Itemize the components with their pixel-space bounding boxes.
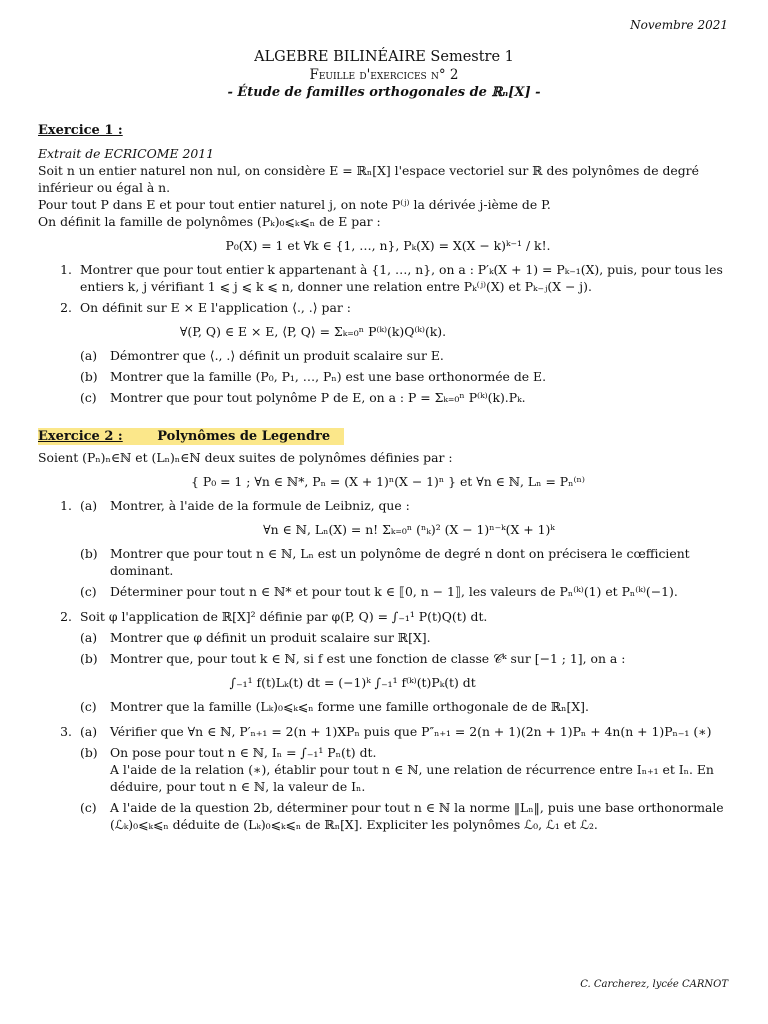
exercise-1-intro-3: On définit la famille de polynômes (Pₖ)₀⩽ₖ⩽ₙ de E par : [38,214,381,229]
subquestion-label: (c) [80,584,97,599]
question-text: Montrer que pour tout entier k appartenant à {1, …, n}, on a : P′ₖ(X + 1) = Pₖ₋₁(X), puis, pour tous les entiers k, j vérifiant 1 ⩽ j ⩽ k ⩽ n, donner une relation entre Pₖ⁽ʲ⁾(X) et Pₖ₋ⱼ(X − j). [80,262,723,294]
subquestion-text: Montrer que, pour tout k ∈ ℕ, si f est une fonction de classe 𝒞ᵏ sur [−1 ; 1], on a : [110,651,626,666]
title-line-2: Feuille d'exercices n° 2 [309,67,459,83]
exercise-2-question-2a [80,629,625,646]
exercise-1-definition-equation: P₀(X) = 1 et ∀k ∈ {1, …, n}, Pₖ(X) = X(X − k)ᵏ⁻¹ / k!. [225,238,551,253]
subquestion-text: Vérifier que ∀n ∈ ℕ, P′ₙ₊₁ = 2(n + 1)XPₙ puis que P″ₙ₊₁ = 2(n + 1)(2n + 1)Pₙ + 4n(n + 1)Pₙ₋₁ (∗) [110,724,712,739]
question-number: 3. [60,724,72,739]
subquestion-label: (a) [80,724,98,739]
subquestion-text: Montrer que la famille (P₀, P₁, …, Pₙ) est une base orthonormée de E. [110,369,547,384]
subquestion-label: (b) [80,651,98,666]
exercise-2-question-3b [80,744,738,795]
subquestion-label: (b) [80,546,98,561]
subquestion-text: Démontrer que ⟨., .⟩ définit un produit scalaire sur E. [110,348,444,363]
question-number: 2. [60,300,72,315]
exercise-2-question-1c [80,583,738,600]
exercise-1-question-1 [38,261,738,295]
exercise-1-intro-1: Soit n un entier naturel non nul, on considère E = ℝₙ[X] l'espace vectoriel sur ℝ des polynômes de degré inférieur ou égal à n. [38,163,699,195]
document-content [38,122,738,841]
exercise-2-question-2c [80,698,625,715]
subquestion-label: (c) [80,390,97,405]
exercise-2-leibniz-equation: ∀n ∈ ℕ, Lₙ(X) = n! Σₖ₌₀ⁿ (ⁿₖ)² (X − 1)ⁿ⁻ᵏ(X + 1)ᵏ [263,522,555,537]
subquestion-text: Montrer que pour tout n ∈ ℕ, Lₙ est un polynôme de degré n dont on précisera le cœfficient dominant. [110,546,690,578]
exercise-1-scalar-product-equation: ∀(P, Q) ∈ E × E, ⟨P, Q⟩ = Σₖ₌₀ⁿ P⁽ᵏ⁾(k)Q⁽ᵏ⁾(k). [179,324,447,339]
exercise-2-intro: Soient (Pₙ)ₙ∈ℕ et (Lₙ)ₙ∈ℕ deux suites de polynômes définies par : [38,450,453,465]
exercise-2-question-2b [80,650,625,667]
exercise-2-question-1a [80,497,738,514]
subquestion-text: Montrer que φ définit un produit scalaire sur ℝ[X]. [110,630,431,645]
exercise-2-question-1 [38,497,738,604]
question-number: 1. [60,498,72,513]
exercise-2-heading [38,428,344,445]
subquestion-text-continued: A l'aide de la relation (∗), établir pour tout n ∈ ℕ, une relation de récurrence entre Iₙ₊₁ et Iₙ. En déduire, pour tout n ∈ ℕ, la valeur de Iₙ. [110,762,714,794]
exercise-2-question-2 [38,608,738,719]
document-title [0,48,768,102]
exercise-2-subject: Polynômes de Legendre [157,429,331,444]
exercise-1-question-2b [80,368,546,385]
exercise-1-question-2 [38,299,738,410]
exercise-2-question-3 [38,723,738,837]
subquestion-label: (a) [80,348,98,363]
exercise-2-integration-equation: ∫₋₁¹ f(t)Lₖ(t) dt = (−1)ᵏ ∫₋₁¹ f⁽ᵏ⁾(t)Pₖ(t) dt [229,675,476,690]
question-number: 2. [60,609,72,624]
question-text: Soit φ l'application de ℝ[X]² définie par φ(P, Q) = ∫₋₁¹ P(t)Q(t) dt. [80,609,488,624]
subquestion-text: Montrer que pour tout polynôme P de E, on a : P = Σₖ₌₀ⁿ P⁽ᵏ⁾(k).Pₖ. [110,390,526,405]
question-number: 1. [60,262,72,277]
exercise-1-question-2c [80,389,546,406]
subquestion-label: (c) [80,699,97,714]
exercise-1-intro-2: Pour tout P dans E et pour tout entier naturel j, on note P⁽ʲ⁾ la dérivée j-ième de P. [38,197,551,212]
exercise-2-question-3a [80,723,738,740]
exercise-2-definition-equation: { P₀ = 1 ; ∀n ∈ ℕ*, Pₙ = (X + 1)ⁿ(X − 1)ⁿ } et ∀n ∈ ℕ, Lₙ = Pₙ⁽ⁿ⁾ [191,474,585,489]
subquestion-label: (b) [80,369,98,384]
exercise-2-question-1b [80,545,738,579]
document-date: Novembre 2021 [630,18,728,32]
subquestion-label: (a) [80,630,98,645]
subquestion-text: A l'aide de la question 2b, déterminer pour tout n ∈ ℕ la norme ‖Lₙ‖, puis une base orthonormale (ℒₖ)₀⩽ₖ⩽ₙ déduite de (Lₖ)₀⩽ₖ⩽ₙ de ℝₙ[X]. Expliciter les polynômes ℒ₀, ℒ₁ et ℒ₂. [110,800,724,832]
exercise-2-number: Exercice 2 : [38,429,123,444]
exercise-1-question-2a [80,347,546,364]
question-text: On définit sur E × E l'application ⟨., .⟩ par : [80,300,351,315]
subquestion-text: On pose pour tout n ∈ ℕ, Iₙ = ∫₋₁¹ Pₙ(t) dt. [110,745,377,760]
subquestion-label: (a) [80,498,98,513]
subquestion-text: Montrer que la famille (Lₖ)₀⩽ₖ⩽ₙ forme une famille orthogonale de de ℝₙ[X]. [110,699,589,714]
subquestion-text: Montrer, à l'aide de la formule de Leibniz, que : [110,498,410,513]
exercise-2-question-3c [80,799,738,833]
title-line-1: ALGEBRE BILINÉAIRE Semestre 1 [254,49,514,65]
subquestion-text: Déterminer pour tout n ∈ ℕ* et pour tout k ∈ ⟦0, n − 1⟧, les valeurs de Pₙ⁽ᵏ⁾(1) et Pₙ⁽ᵏ⁾(−1). [110,584,678,599]
exercise-1-source: Extrait de ECRICOME 2011 [38,146,214,161]
exercise-1-heading: Exercice 1 : [38,123,123,138]
subquestion-label: (b) [80,745,98,760]
subquestion-label: (c) [80,800,97,815]
document-footer: C. Carcherez, lycée CARNOT [580,979,728,990]
title-line-3: - Étude de familles orthogonales de ℝₙ[X] - [227,85,541,100]
